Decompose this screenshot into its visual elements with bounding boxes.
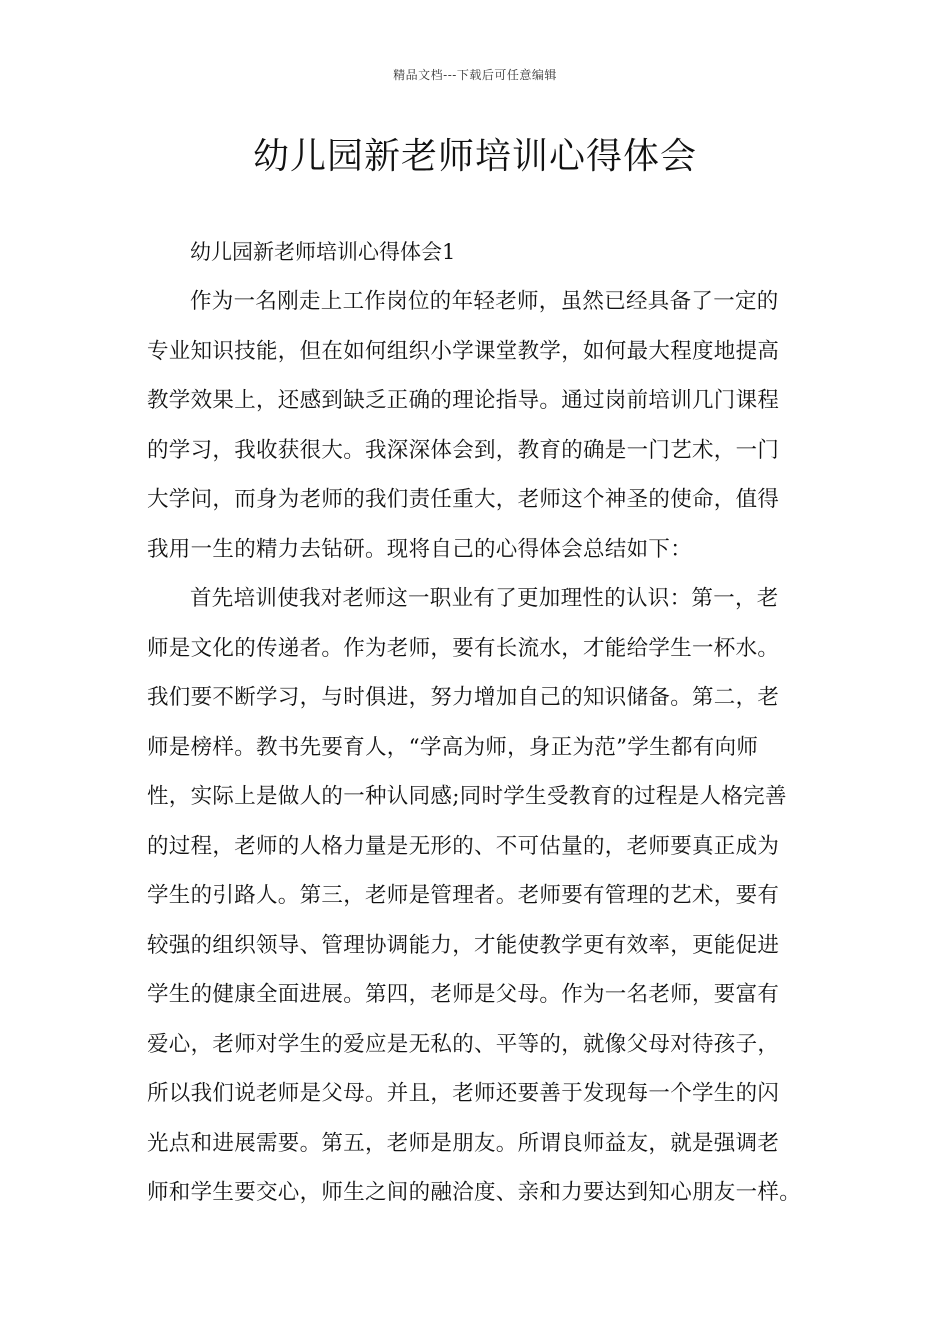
text-line: 首先培训使我对老师这一职业有了更加理性的认识：第一，老 — [190, 586, 779, 611]
header-note: 精品文档---下载后可任意编辑 — [393, 68, 557, 82]
text-line: 光点和进展需要。第五，老师是朋友。所谓良师益友，就是强调老 — [147, 1130, 780, 1156]
text-line: 教学效果上，还感到缺乏正确的理论指导。通过岗前培训几门课程 — [147, 388, 780, 413]
text-line: 性，实际上是做人的一种认同感;同时学生受教育的过程是人格完善 — [147, 784, 787, 809]
body-text — [147, 284, 827, 1225]
text-line: 我用一生的精力去钻研。现将自己的心得体会总结如下： — [147, 536, 693, 562]
text-line: 爱心，老师对学生的爱应是无私的、平等的，就像父母对待孩子， — [147, 1031, 780, 1057]
text-line: 所以我们说老师是父母。并且，老师还要善于发现每一个学生的闪 — [147, 1081, 780, 1106]
document-title: 幼儿园新老师培训心得体会 — [252, 136, 697, 177]
text-line: 大学问，而身为老师的我们责任重大，老师这个神圣的使命，值得 — [147, 487, 780, 512]
text-line: 作为一名刚走上工作岗位的年轻老师，虽然已经具备了一定的 — [190, 289, 779, 314]
section-subtitle: 幼儿园新老师培训心得体会1 — [190, 240, 456, 264]
text-line: 学生的引路人。第三，老师是管理者。老师要有管理的艺术，要有 — [147, 883, 780, 908]
text-line: 的学习，我收获很大。我深深体会到，教育的确是一门艺术，一门 — [147, 437, 780, 463]
text-line: 学生的健康全面进展。第四，老师是父母。作为一名老师，要富有 — [147, 982, 780, 1007]
text-line: 师和学生要交心，师生之间的融洽度、亲和力要达到知心朋友一样。 — [147, 1180, 802, 1205]
text-line: 我们要不断学习，与时俱进，努力增加自己的知识储备。第二，老 — [147, 685, 780, 710]
text-line: 师是文化的传递者。作为老师，要有长流水，才能给学生一杯水。 — [147, 635, 780, 661]
text-line: 师是榜样。教书先要育人，“学高为师，身正为范”学生都有向师 — [147, 734, 759, 760]
text-line: 的过程，老师的人格力量是无形的、不可估量的，老师要真正成为 — [147, 833, 780, 859]
text-line: 较强的组织领导、管理协调能力，才能使教学更有效率，更能促进 — [147, 932, 780, 958]
text-line: 专业知识技能，但在如何组织小学课堂教学，如何最大程度地提高 — [147, 338, 780, 364]
